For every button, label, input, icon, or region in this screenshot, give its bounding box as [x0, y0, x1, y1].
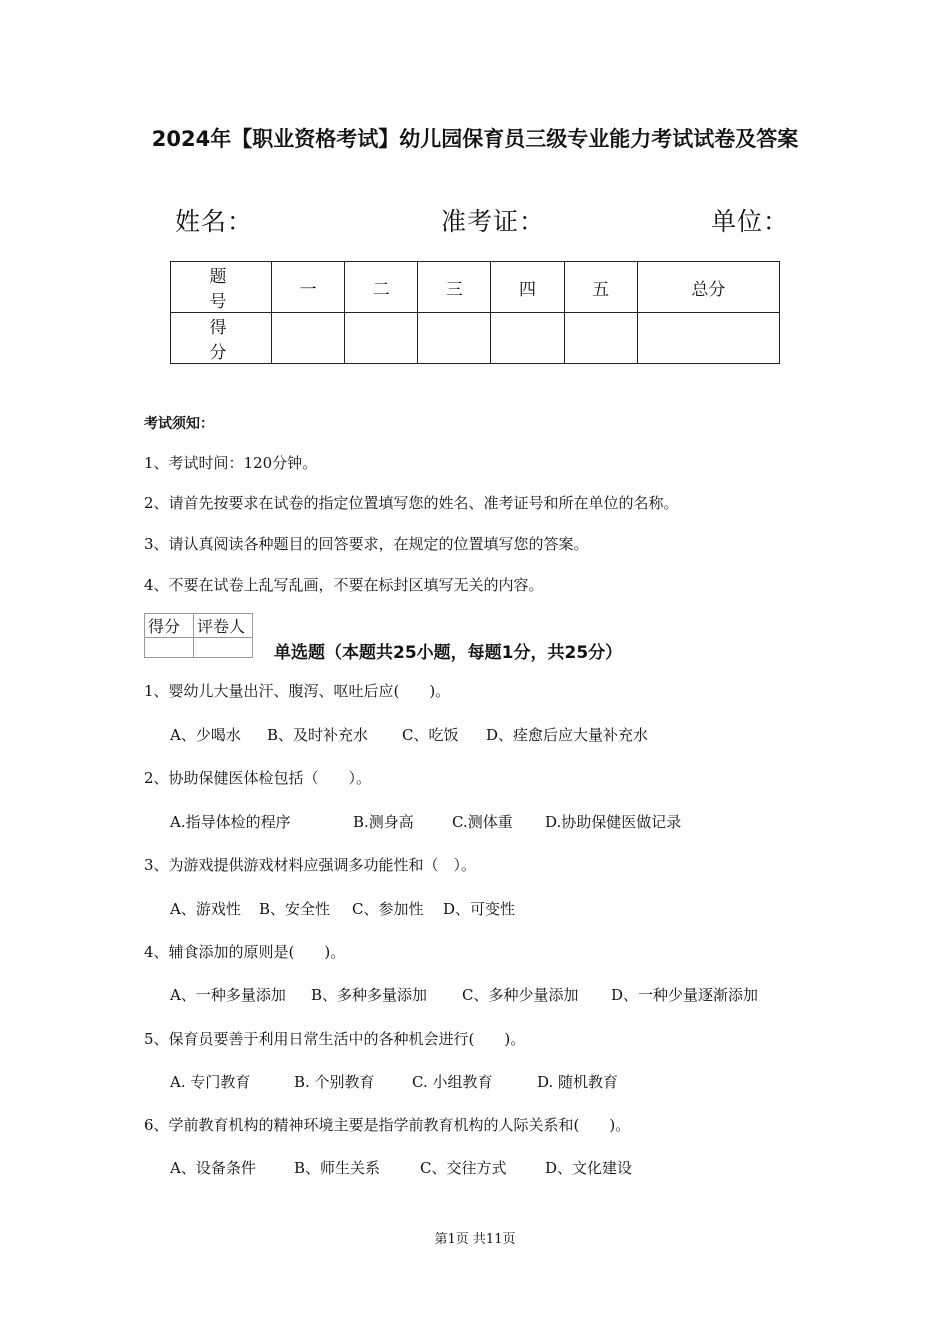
option: B.测身高	[353, 813, 414, 831]
unit-field-label: 单位：	[711, 207, 790, 236]
question-options	[170, 724, 648, 745]
question-options	[170, 811, 681, 832]
question-options	[170, 1071, 618, 1092]
option: A、游戏性	[170, 900, 241, 918]
option: C、吃饭	[402, 726, 459, 744]
score-table-col-2: 二	[345, 262, 418, 313]
score-cell-3	[418, 313, 491, 364]
score-cell-5	[564, 313, 637, 364]
score-table-score-label: 得 分	[171, 313, 272, 364]
option: B、及时补充水	[267, 726, 369, 744]
score-table-header-label: 题 号	[171, 262, 272, 313]
notice-item: 4、不要在试卷上乱写乱画，不要在标封区填写无关的内容。	[144, 576, 544, 594]
grader-name-label: 评卷人	[194, 614, 253, 638]
option: D、文化建设	[545, 1159, 633, 1177]
score-table-col-total: 总分	[637, 262, 779, 313]
question-stem: 3、为游戏提供游戏材料应强调多功能性和（ ）。	[144, 856, 477, 874]
page-title: 2024年【职业资格考试】幼儿园保育员三级专业能力考试试卷及答案	[151, 127, 799, 151]
page-footer: 第1页 共11页	[434, 1232, 516, 1247]
question-stem: 4、辅食添加的原则是( )。	[144, 943, 346, 961]
option: A、一种多量添加	[170, 986, 286, 1004]
exam-id-field-label: 准考证：	[441, 207, 546, 236]
score-table-col-4: 四	[491, 262, 564, 313]
notice-item: 2、请首先按要求在试卷的指定位置填写您的姓名、准考证号和所在单位的名称。	[144, 494, 679, 512]
score-table	[170, 261, 780, 364]
option: C、交往方式	[420, 1159, 507, 1177]
notice-item: 1、考试时间：120分钟。	[144, 454, 318, 472]
question-options	[170, 984, 758, 1005]
notice-item: 3、请认真阅读各种题目的回答要求，在规定的位置填写您的答案。	[144, 535, 589, 553]
option: D、一种少量逐渐添加	[611, 986, 759, 1004]
option: C、参加性	[352, 900, 424, 918]
score-table-col-5: 五	[564, 262, 637, 313]
score-cell-4	[491, 313, 564, 364]
option: A.指导体检的程序	[170, 813, 291, 831]
score-cell-total	[637, 313, 779, 364]
option: D、可变性	[443, 900, 516, 918]
score-cell-1	[272, 313, 345, 364]
option: D.协助保健医做记录	[545, 813, 682, 831]
notice-heading: 考试须知：	[144, 416, 214, 432]
option: C.测体重	[452, 813, 513, 831]
question-stem: 1、婴幼儿大量出汗、腹泻、呕吐后应( )。	[144, 682, 451, 700]
score-table-col-1: 一	[272, 262, 345, 313]
question-stem: 6、学前教育机构的精神环境主要是指学前教育机构的人际关系和( )。	[144, 1116, 631, 1134]
grader-score-label: 得分	[145, 614, 194, 638]
option: A、少喝水	[170, 726, 241, 744]
question-stem: 5、保育员要善于利用日常生活中的各种机会进行( )。	[144, 1030, 526, 1048]
option: D、痊愈后应大量补充水	[486, 726, 649, 744]
name-field-label: 姓名：	[175, 207, 254, 236]
option: C. 小组教育	[412, 1073, 493, 1091]
question-options	[170, 898, 515, 919]
grader-name-cell	[194, 638, 253, 658]
option: B、多种多量添加	[311, 986, 428, 1004]
option: C、多种少量添加	[462, 986, 579, 1004]
option: B. 个别教育	[294, 1073, 375, 1091]
score-cell-2	[345, 313, 418, 364]
grader-score-cell	[145, 638, 194, 658]
option: B、安全性	[259, 900, 331, 918]
question-options	[170, 1157, 632, 1178]
option: D. 随机教育	[537, 1073, 619, 1091]
option: A. 专门教育	[170, 1073, 251, 1091]
option: A、设备条件	[170, 1159, 256, 1177]
grader-box	[144, 613, 253, 658]
section-title: 单选题（本题共25小题，每题1分，共25分）	[274, 643, 623, 663]
question-stem: 2、协助保健医体检包括（ ）。	[144, 769, 372, 787]
option: B、师生关系	[294, 1159, 381, 1177]
score-table-col-3: 三	[418, 262, 491, 313]
